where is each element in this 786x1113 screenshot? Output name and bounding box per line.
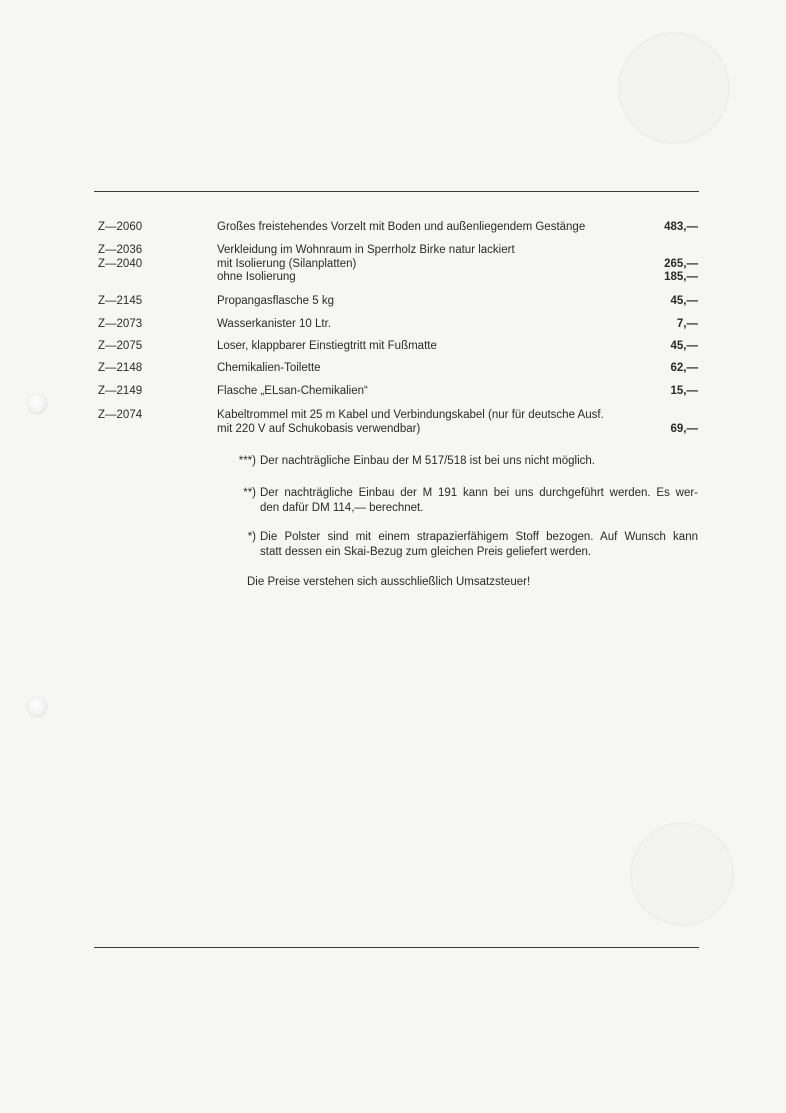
item-price [640, 409, 698, 423]
item-price: 15,— [670, 385, 698, 397]
item-description: Wasserkanister 10 Ltr. [217, 318, 331, 330]
item-description: ohne Isolierung [217, 271, 296, 283]
item-code: Z—2149 [98, 385, 143, 397]
punch-hole [27, 394, 47, 414]
item-price: 265,— [664, 257, 698, 270]
footnote-text: Der nachträgliche Einbau der M 191 kann bei uns durchgeführt werden. Es wer- [260, 487, 698, 499]
item-description: mit Isolierung (Silanplatten) [217, 257, 357, 270]
item-code: Z—2060 [98, 221, 143, 233]
item-description: Flasche „ELsan-Chemikalien“ [217, 385, 368, 397]
footnote-mark: **) [243, 487, 256, 499]
watermark-logo [618, 32, 730, 144]
item-price: 7,— [676, 318, 698, 330]
item-code: Z—2074 [98, 409, 143, 421]
item-price: 483,— [664, 221, 698, 233]
price-notice: Die Preise verstehen sich ausschließlich Umsatzsteuer! [247, 576, 531, 588]
item-price: 185,— [664, 271, 698, 283]
item-description: mit 220 V auf Schukobasis verwendbar) [217, 422, 421, 435]
item-code: Z—2036 [98, 244, 143, 256]
item-description: Kabeltrommel mit 25 m Kabel und Verbindungskabel (nur für deutsche Ausf. [217, 409, 604, 421]
top-rule [94, 191, 699, 192]
item-code: Z—2040 [98, 257, 143, 270]
footnote-mark: ***) [238, 455, 256, 467]
item-description: Propangasflasche 5 kg [217, 295, 334, 307]
item-price: 45,— [670, 295, 698, 307]
footnote-mark: *) [247, 531, 256, 543]
item-price [640, 244, 698, 258]
footnote-text: den dafür DM 114,— berechnet. [260, 501, 424, 514]
watermark-logo [630, 822, 734, 926]
item-price: 62,— [670, 362, 698, 374]
item-description: Chemikalien-Toilette [217, 362, 321, 374]
item-code: Z—2075 [98, 340, 143, 352]
item-price: 45,— [670, 340, 698, 352]
footnote-text: Der nachträgliche Einbau der M 517/518 ist bei uns nicht möglich. [260, 455, 595, 467]
item-description: Loser, klappbarer Einstiegtritt mit Fußmatte [217, 340, 437, 352]
punch-hole [27, 697, 47, 717]
footnote-text: Die Polster sind mit einem strapazierfähigem Stoff bezogen. Auf Wunsch kann [260, 531, 698, 543]
item-description: Großes freistehendes Vorzelt mit Boden und außenliegendem Gestänge [217, 221, 586, 233]
item-code: Z—2145 [98, 295, 143, 307]
item-code: Z—2148 [98, 362, 143, 374]
item-description: Verkleidung im Wohnraum in Sperrholz Birke natur lackiert [217, 244, 515, 256]
bottom-rule [94, 947, 699, 948]
footnote-text: statt dessen ein Skai-Bezug zum gleichen Preis geliefert werden. [260, 545, 592, 558]
item-code: Z—2073 [98, 318, 143, 330]
item-price: 69,— [670, 422, 698, 435]
